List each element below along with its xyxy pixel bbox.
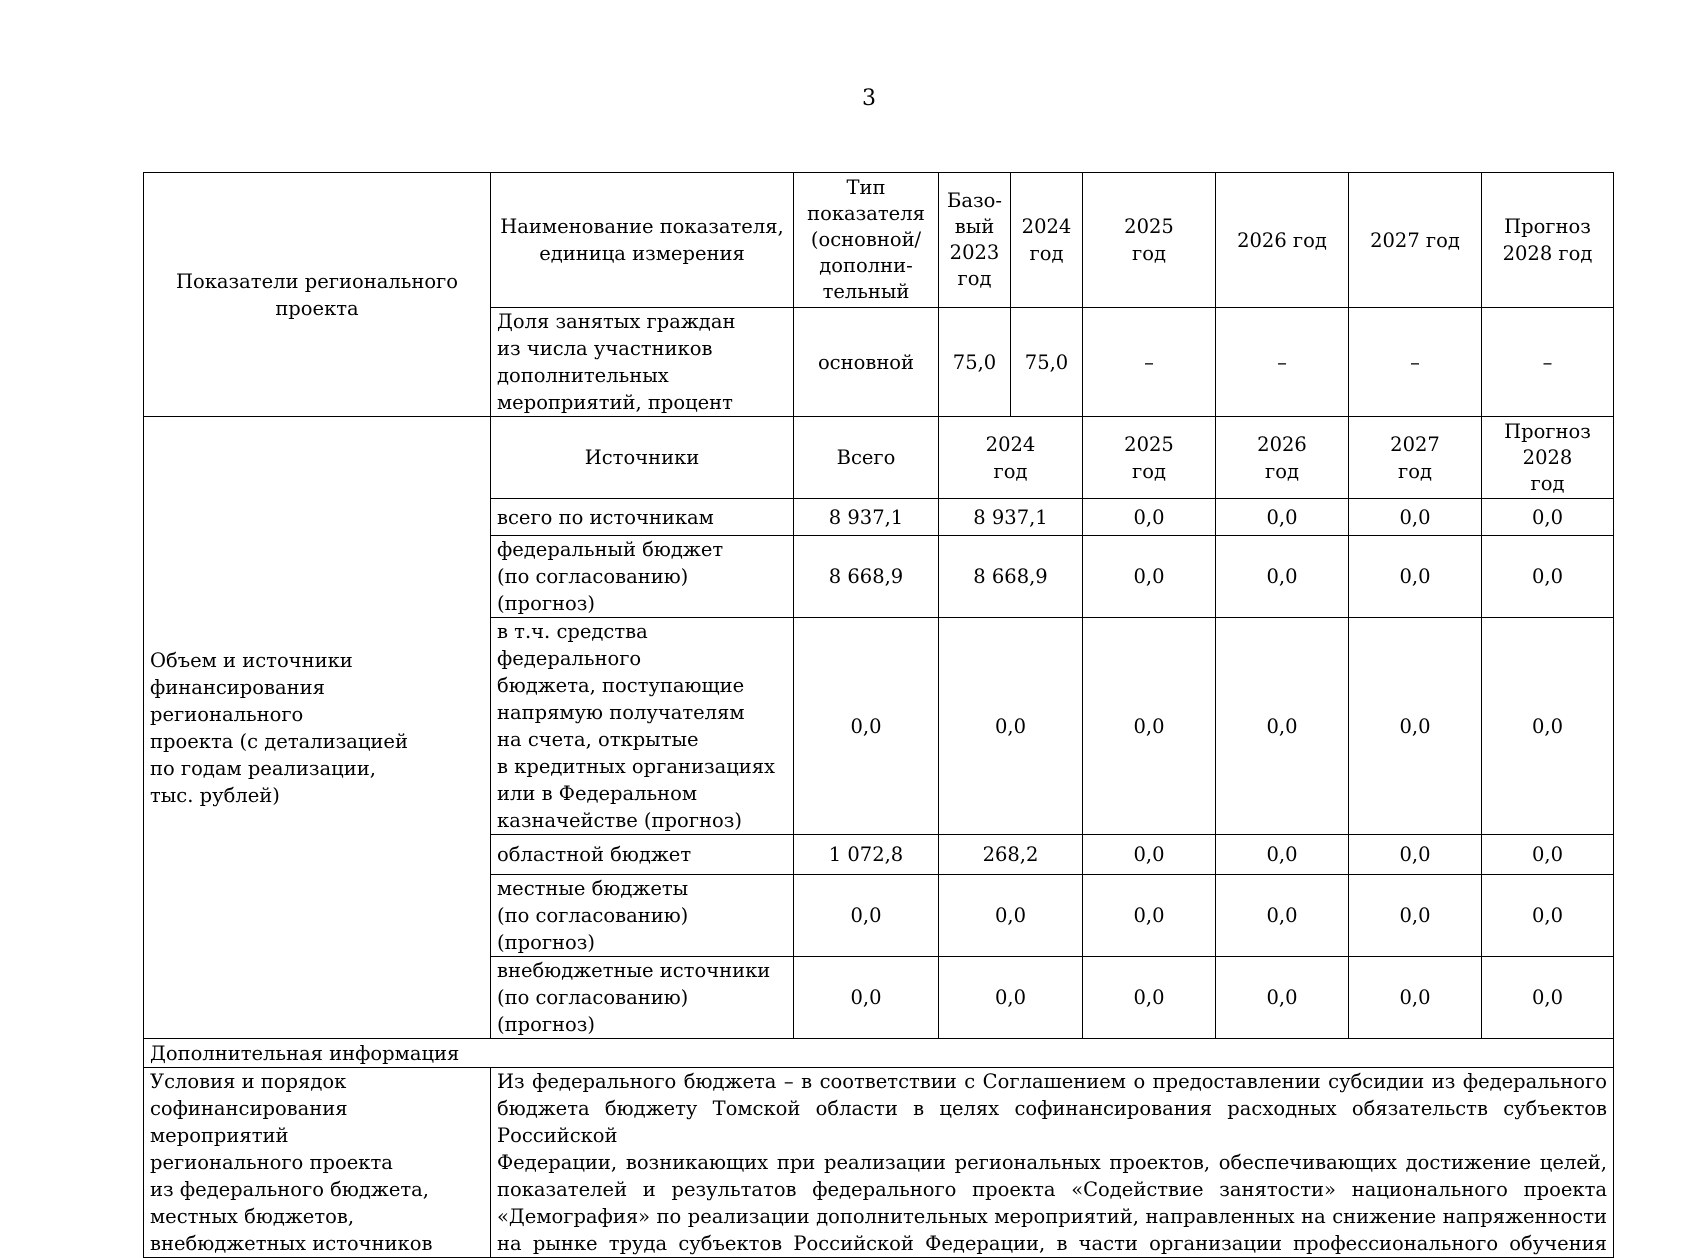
indicator-base-header: Базо- вый 2023 год (939, 173, 1011, 308)
financing-source: в т.ч. средства федерального бюджета, поступающие напрямую получателям на счета, открытые в кредитных организациях или в Федеральном казначействе (прогноз) (491, 618, 794, 835)
financing-2027: 0,0 (1349, 618, 1482, 835)
indicator-2027-header: 2027 год (1349, 173, 1482, 308)
financing-2026: 0,0 (1216, 536, 1349, 618)
financing-2028: 0,0 (1482, 835, 1614, 875)
indicators-section-label: Показатели регионального проекта (144, 173, 491, 417)
financing-total-header: Всего (794, 417, 939, 499)
financing-2028: 0,0 (1482, 618, 1614, 835)
financing-sources-header: Источники (491, 417, 794, 499)
financing-source: областной бюджет (491, 835, 794, 875)
financing-2026: 0,0 (1216, 618, 1349, 835)
financing-2025: 0,0 (1083, 536, 1216, 618)
financing-2028-header: Прогноз 2028 год (1482, 417, 1614, 499)
financing-total: 8 668,9 (794, 536, 939, 618)
financing-2028: 0,0 (1482, 499, 1614, 536)
financing-2027: 0,0 (1349, 835, 1482, 875)
financing-2024: 0,0 (939, 618, 1083, 835)
financing-2024: 8 668,9 (939, 536, 1083, 618)
cofinancing-line: «Демография» по реализации дополнительных мероприятий, направленных на снижение напряженности (497, 1205, 1607, 1228)
financing-total: 0,0 (794, 618, 939, 835)
financing-header-row (144, 417, 1614, 499)
financing-source: внебюджетные источники (по согласованию) (прогноз) (491, 957, 794, 1039)
financing-source: федеральный бюджет (по согласованию) (прогноз) (491, 536, 794, 618)
financing-2025: 0,0 (1083, 957, 1216, 1039)
financing-2027: 0,0 (1349, 875, 1482, 957)
indicator-2025-value: – (1083, 308, 1216, 417)
financing-2028: 0,0 (1482, 536, 1614, 618)
financing-total: 0,0 (794, 875, 939, 957)
financing-2025: 0,0 (1083, 835, 1216, 875)
indicator-type: основной (794, 308, 939, 417)
financing-2024: 8 937,1 (939, 499, 1083, 536)
cofinancing-row (144, 1068, 1614, 1258)
financing-2025: 0,0 (1083, 499, 1216, 536)
cofinancing-label: Условия и порядок софинансирования мероприятий регионального проекта из федерального бюджета, местных бюджетов, внебюджетных источников (144, 1068, 491, 1258)
financing-section-label: Объем и источники финансирования регионального проекта (с детализацией по годам реализации, тыс. рублей) (144, 417, 491, 1039)
cofinancing-line: Федерации, возникающих при реализации региональных проектов, обеспечивающих достижение целей, (497, 1151, 1607, 1174)
financing-2026: 0,0 (1216, 957, 1349, 1039)
financing-2027: 0,0 (1349, 536, 1482, 618)
indicator-2028-header: Прогноз 2028 год (1482, 173, 1614, 308)
indicator-name: Доля занятых граждан из числа участников дополнительных мероприятий, процент (491, 308, 794, 417)
financing-2028: 0,0 (1482, 957, 1614, 1039)
additional-info-row (144, 1039, 1614, 1068)
indicator-2026-value: – (1216, 308, 1349, 417)
cofinancing-line: бюджета бюджету Томской области в целях софинансирования расходных обязательств субъектов Российской (497, 1097, 1607, 1147)
financing-2024: 0,0 (939, 875, 1083, 957)
financing-2027: 0,0 (1349, 957, 1482, 1039)
financing-2025: 0,0 (1083, 875, 1216, 957)
project-passport-table (143, 172, 1614, 1258)
page-number: 3 (862, 86, 876, 111)
financing-source: всего по источникам (491, 499, 794, 536)
additional-info-title: Дополнительная информация (144, 1039, 1614, 1068)
financing-2025: 0,0 (1083, 618, 1216, 835)
indicator-2028-value: – (1482, 308, 1614, 417)
cofinancing-line: на рынке труда субъектов Российской Федерации, в части организации профессионального обучения (497, 1232, 1607, 1255)
indicator-name-header: Наименование показателя, единица измерения (491, 173, 794, 308)
financing-total: 8 937,1 (794, 499, 939, 536)
financing-2024: 268,2 (939, 835, 1083, 875)
financing-2025-header: 2025 год (1083, 417, 1216, 499)
financing-2026: 0,0 (1216, 499, 1349, 536)
indicator-base-value: 75,0 (939, 308, 1011, 417)
cofinancing-line: Из федерального бюджета – в соответствии с Соглашением о предоставлении субсидии из федерального (497, 1070, 1607, 1093)
financing-2026: 0,0 (1216, 835, 1349, 875)
indicator-2024-header: 2024 год (1011, 173, 1083, 308)
indicator-2026-header: 2026 год (1216, 173, 1349, 308)
financing-2027: 0,0 (1349, 499, 1482, 536)
financing-2024-header: 2024 год (939, 417, 1083, 499)
financing-2026: 0,0 (1216, 875, 1349, 957)
indicator-type-header: Тип показателя (основной/ дополни- тельный (794, 173, 939, 308)
cofinancing-line: показателей и результатов федерального проекта «Содействие занятости» национального проекта (497, 1178, 1607, 1201)
financing-total: 1 072,8 (794, 835, 939, 875)
financing-source: местные бюджеты (по согласованию) (прогноз) (491, 875, 794, 957)
indicator-2024-value: 75,0 (1011, 308, 1083, 417)
financing-2024: 0,0 (939, 957, 1083, 1039)
financing-total: 0,0 (794, 957, 939, 1039)
cofinancing-text (491, 1068, 1614, 1258)
indicator-2025-header: 2025 год (1083, 173, 1216, 308)
indicator-2027-value: – (1349, 308, 1482, 417)
financing-2028: 0,0 (1482, 875, 1614, 957)
indicators-header-row (144, 173, 1614, 308)
financing-2026-header: 2026 год (1216, 417, 1349, 499)
financing-2027-header: 2027 год (1349, 417, 1482, 499)
